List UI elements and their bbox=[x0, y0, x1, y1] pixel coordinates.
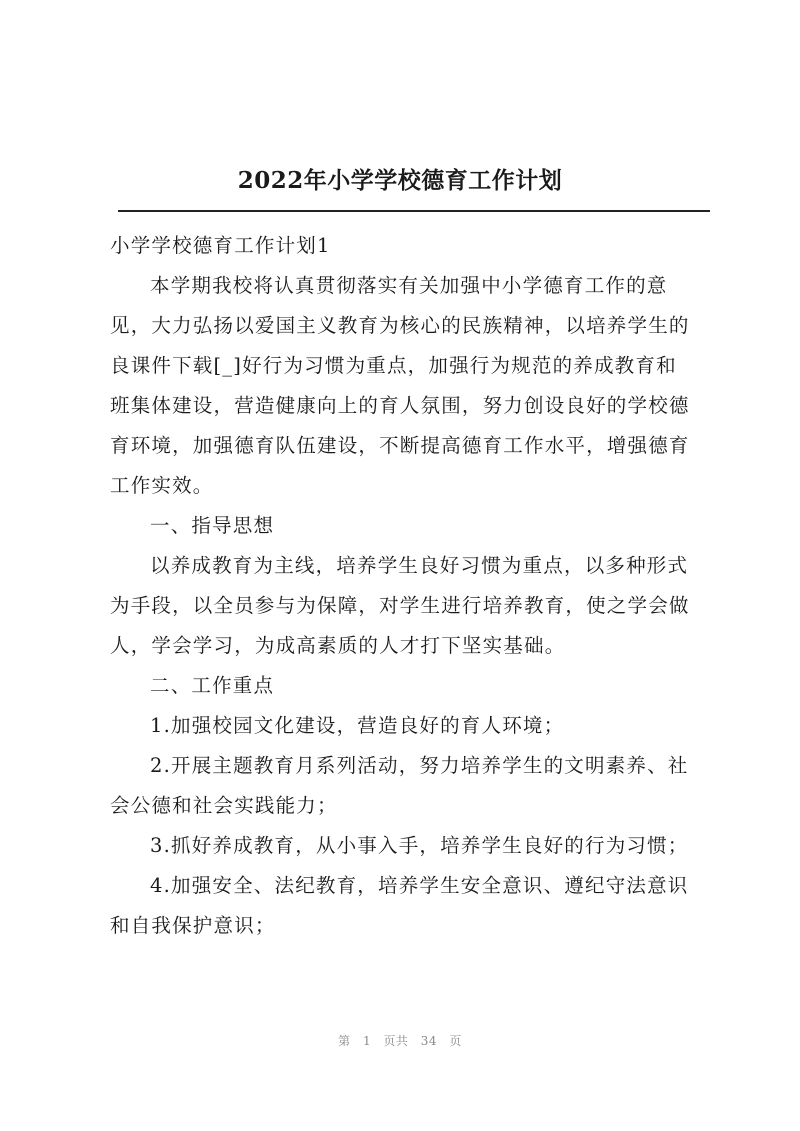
list-item: 4.加强安全、法纪教育，培养学生安全意识、遵纪守法意识 bbox=[150, 874, 689, 897]
total-pages-number: 34 bbox=[420, 1034, 438, 1048]
list-item: 3.抓好养成教育，从小事入手，培养学生良好的行为习惯； bbox=[150, 834, 689, 857]
title-divider bbox=[118, 210, 710, 212]
list-item-continuation: 会公德和社会实践能力； bbox=[110, 794, 338, 817]
paragraph-line: 班集体建设，营造健康向上的育人氛围，努力创设良好的学校德 bbox=[110, 394, 690, 417]
current-page-number: 1 bbox=[362, 1034, 372, 1048]
page-label-suffix: 页 bbox=[449, 1034, 462, 1048]
paragraph-line: 为手段，以全员参与为保障，对学生进行培养教育，使之学会做 bbox=[110, 594, 690, 617]
document-body bbox=[110, 226, 710, 946]
document-title: 2022年小学学校德育工作计划 bbox=[237, 167, 563, 194]
paragraph-line: 育环境，加强德育队伍建设，不断提高德育工作水平，增强德育 bbox=[110, 434, 690, 457]
paragraph-line: 以养成教育为主线，培养学生良好习惯为重点，以多种形式 bbox=[150, 554, 689, 577]
list-item: 1.加强校园文化建设，营造良好的育人环境； bbox=[150, 714, 565, 737]
paragraph-line: 本学期我校将认真贯彻落实有关加强中小学德育工作的意 bbox=[150, 274, 668, 297]
list-item-continuation: 和自我保护意识； bbox=[110, 914, 276, 937]
section-heading: 二、工作重点 bbox=[150, 674, 275, 697]
paragraph-line: 良课件下载[_]好行为习惯为重点，加强行为规范的养成教育和 bbox=[110, 354, 677, 377]
section-heading: 一、指导思想 bbox=[150, 514, 275, 537]
page-footer bbox=[0, 1032, 800, 1049]
paragraph-line: 见，大力弘扬以爱国主义教育为核心的民族精神，以培养学生的 bbox=[110, 314, 690, 337]
section-heading: 小学学校德育工作计划1 bbox=[110, 234, 331, 257]
page-label-mid: 页共 bbox=[383, 1034, 409, 1048]
paragraph-line: 工作实效。 bbox=[110, 474, 214, 497]
paragraph-line: 人，学会学习，为成高素质的人才打下坚实基础。 bbox=[110, 634, 566, 657]
page-label-prefix: 第 bbox=[338, 1034, 351, 1048]
list-item: 2.开展主题教育月系列活动，努力培养学生的文明素养、社 bbox=[150, 754, 689, 777]
